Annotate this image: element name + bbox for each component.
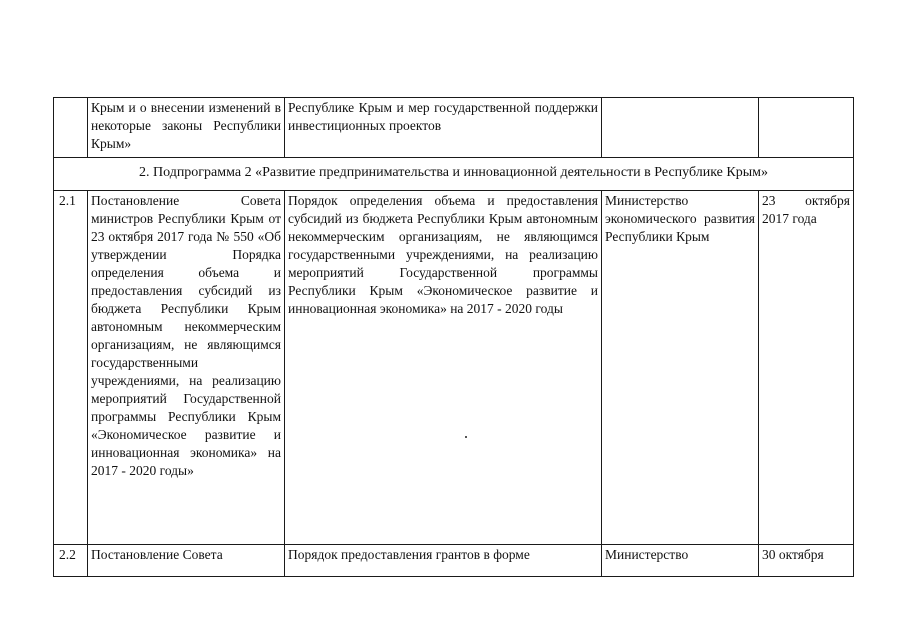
cell-document: Постановление Совета	[88, 545, 285, 577]
table-row-continuation	[54, 98, 854, 158]
table-row-2-1	[54, 191, 854, 545]
regulations-table	[53, 97, 854, 577]
scan-speck	[465, 436, 467, 438]
cell-date: 30 октября	[759, 545, 854, 577]
cell-title: Порядок определения объема и предоставления субсидий из бюджета Республики Крым автономным некоммерческим организациям, не являющимся государственными учреждениями, на реализацию мероприятий Государственной программы Республики Крым «Экономическое развитие и инновационная экономика» на 2017 - 2020 годы	[285, 191, 602, 545]
cell-responsible: Министерство	[602, 545, 759, 577]
cell-date: 23 октября 2017 года	[759, 191, 854, 545]
cell-number: 2.2	[54, 545, 88, 577]
cell-number: 2.1	[54, 191, 88, 545]
cell-responsible	[602, 98, 759, 158]
cell-responsible: Министерство экономического развития Республики Крым	[602, 191, 759, 545]
cell-document: Крым и о внесении изменений в некоторые законы Республики Крым»	[88, 98, 285, 158]
cell-date	[759, 98, 854, 158]
cell-document: Постановление Совета министров Республики Крым от 23 октября 2017 года № 550 «Об утверждении Порядка определения объема и предоставления субсидий из бюджета Республики Крым автономным некоммерческим организациям, не являющимся государственными учреждениями, на реализацию мероприятий Государственной программы Республики Крым «Экономическое развитие и инновационная экономика» на 2017 - 2020 годы»	[88, 191, 285, 545]
table-row-section-header	[54, 158, 854, 191]
cell-title: Порядок предоставления грантов в форме	[285, 545, 602, 577]
cell-title: Республике Крым и мер государственной поддержки инвестиционных проектов	[285, 98, 602, 158]
table-row-2-2	[54, 545, 854, 577]
section-title: 2. Подпрограмма 2 «Развитие предпринимательства и инновационной деятельности в Республике Крым»	[54, 158, 854, 191]
cell-number	[54, 98, 88, 158]
